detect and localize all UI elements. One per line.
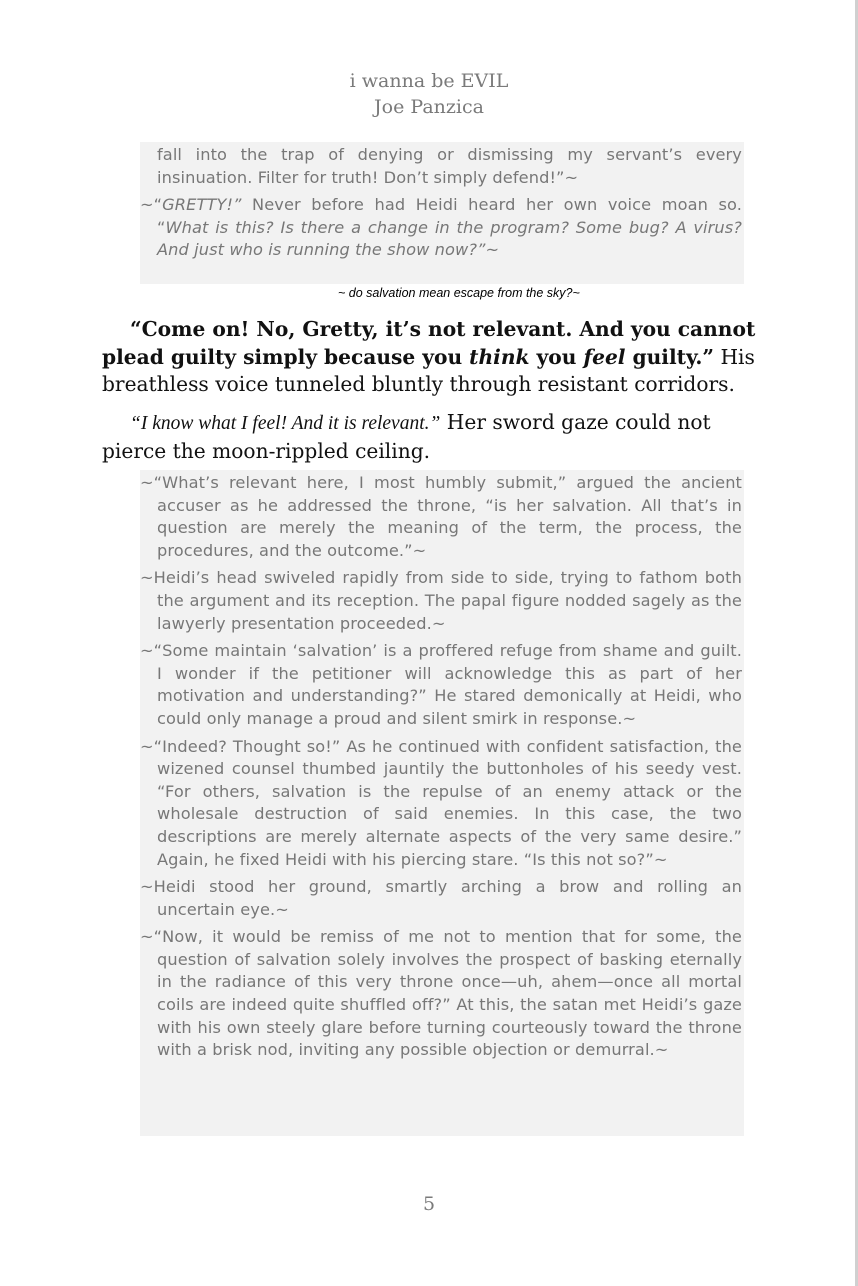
author-name: Joe Panzica xyxy=(374,96,484,118)
text-span: Her sword gaze could not pierce the moon-rippled ceiling. xyxy=(102,410,711,463)
body-paragraph-1 xyxy=(102,316,772,399)
text-span: ~“ xyxy=(140,195,163,215)
book-title: i wanna be EVIL xyxy=(349,70,509,92)
italic-span: GRETTY!” xyxy=(162,195,242,215)
text-span: “Come on! No, Gretty, it’s not relevant. And you cannot plead guilty simply because you xyxy=(102,317,756,369)
text-span: you xyxy=(529,344,584,369)
box-paragraph: ~“What’s relevant here, I most humbly submit,” argued the ancient accuser as he addressed the throne, “is her salvation. All that’s in question are merely the meaning of the term, the process, the procedures, and the outcome.”~ xyxy=(140,473,742,560)
italic-span: feel xyxy=(583,344,626,369)
page-number: 5 xyxy=(422,1193,436,1215)
dialogue-box-top xyxy=(140,142,744,284)
caption: ~ do salvation mean escape from the sky?~ xyxy=(338,286,580,300)
body-paragraph-2 xyxy=(102,409,772,465)
box-paragraph xyxy=(140,194,744,262)
running-header xyxy=(0,68,858,120)
box-paragraph: ~Heidi stood her ground, smartly arching a brow and rolling an uncertain eye.~ xyxy=(140,877,742,919)
text-span: His breathless voice tunneled bluntly through resistant corridors. xyxy=(102,344,755,396)
box-paragraph: fall into the trap of denying or dismissing my servant’s every insinuation. Filter for truth! Don’t simply defend!”~ xyxy=(157,145,742,187)
italic-span: think xyxy=(469,344,530,369)
italic-dialogue: “I know what I feel! And it is relevant.” xyxy=(130,413,441,434)
box-paragraph: ~“Now, it would be remiss of me not to mention that for some, the question of salvation solely involves the prospect of basking eternally in the radiance of this very throne once—uh, ahem—once all mortal coils are indeed quite shuffled off?” At this, the satan met Heidi’s gaze with his own steely glare before turning courteously toward the throne with a brisk nod, inviting any possible objection or demurral.~ xyxy=(140,927,742,1060)
italic-span: What is this? Is there a change in the program? Some bug? A virus? And just who is running the show now?”~ xyxy=(157,217,742,260)
box-paragraph: ~“Some maintain ‘salvation’ is a proffered refuge from shame and guilt. I wonder if the petitioner will acknowledge this as part of her motivation and understanding?” He stared demonically at Heidi, who could only manage a proud and silent smirk in response.~ xyxy=(140,641,742,728)
bold-dialogue xyxy=(102,317,755,369)
text-span: Never before had Heidi heard her own voice moan so. “ xyxy=(157,195,742,237)
box-paragraph: ~Heidi’s head swiveled rapidly from side to side, trying to fathom both the argument and its reception. The papal figure nodded sagely as the lawyerly presentation proceeded.~ xyxy=(140,568,742,633)
text-span: guilty.” xyxy=(625,344,715,369)
dialogue-box-main xyxy=(140,470,744,1136)
box-paragraph: ~“Indeed? Thought so!” As he continued with confident satisfaction, the wizened counsel thumbed jauntily the buttonholes of his seedy vest. “For others, salvation is the repulse of an enemy attack or the wholesale destruction of said enemies. In this case, the two descriptions are merely alternate aspects of the very same desire.” Again, he fixed Heidi with his piercing stare. “Is this not so?”~ xyxy=(140,736,742,869)
